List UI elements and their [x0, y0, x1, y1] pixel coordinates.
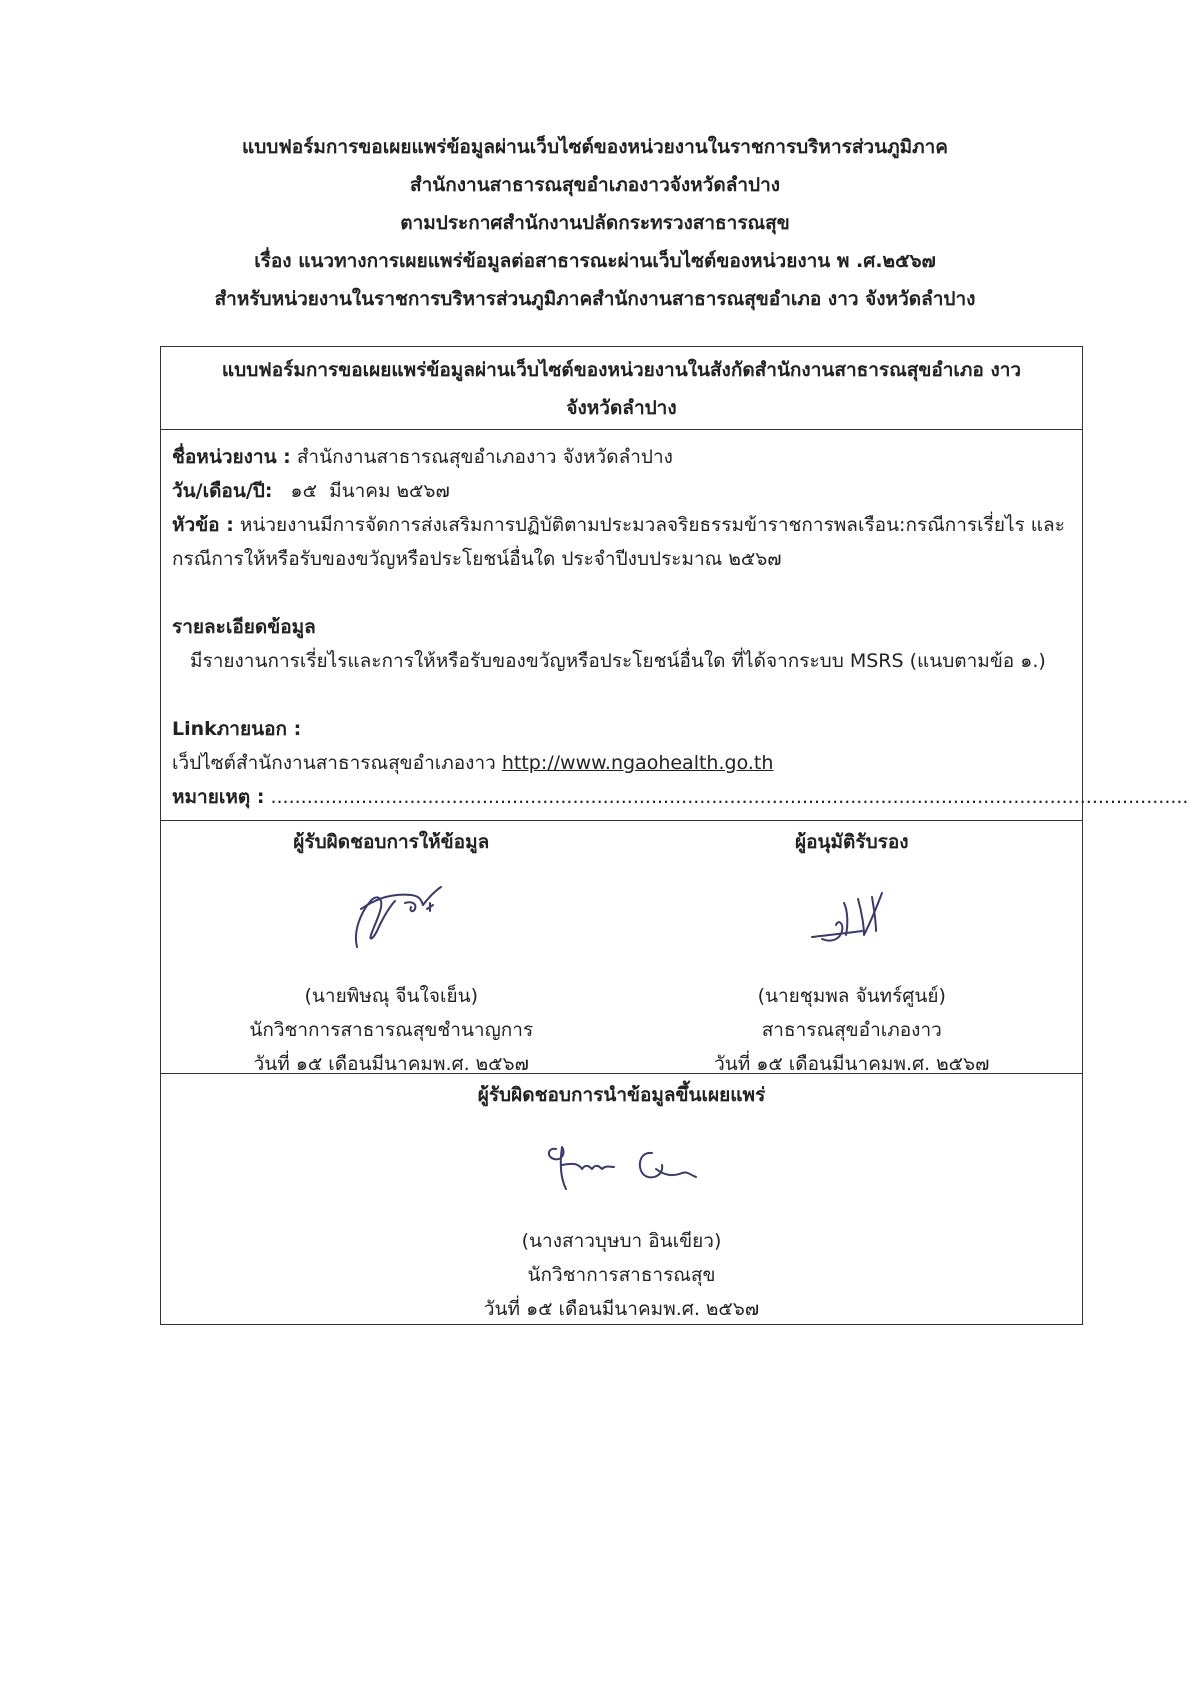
- note-label: หมายเหตุ :: [172, 786, 265, 808]
- detail-value: มีรายงานการเรี่ยไรและการให้หรือรับของขวัญหรือประโยชน์อื่นใด ที่ได้จากระบบ MSRS (แนบตามข้อ ๑.): [190, 650, 1046, 672]
- detail-label: รายละเอียดข้อมูล: [172, 616, 316, 638]
- topic-row: [172, 508, 1072, 576]
- document-header: [0, 128, 1190, 318]
- link-prefix: เว็ปไซต์สำนักงานสาธารณสุขอำเภองาว: [172, 752, 502, 774]
- link-label: Linkภายนอก :: [172, 718, 302, 740]
- agency-label: ชื่อหน่วยงาน :: [172, 446, 291, 468]
- publisher-position: นักวิชาการสาธารณสุข: [527, 1264, 716, 1286]
- approver-signature-image: [622, 859, 1083, 979]
- approver-signer: [622, 821, 1083, 1073]
- header-line-1: แบบฟอร์มการขอเผยแพร่ข้อมูลผ่านเว็บไซต์ของหน่วยงานในราชการบริหารส่วนภูมิภาค: [241, 136, 949, 158]
- date-value: ๑๕ มีนาคม ๒๕๖๗: [272, 480, 450, 502]
- topic-label: หัวข้อ :: [172, 514, 234, 536]
- signature-section: [161, 821, 1082, 1074]
- approver-name: (นายชุมพล จันทร์ศูนย์): [757, 985, 946, 1007]
- approver-position: สาธารณสุขอำเภองาว: [761, 1019, 942, 1041]
- publisher-signature-image: [161, 1112, 1082, 1224]
- agency-value: สำนักงานสาธารณสุขอำเภองาว จังหวัดลำปาง: [290, 446, 673, 468]
- form-title-line-1: แบบฟอร์มการขอเผยแพร่ข้อมูลผ่านเว็บไซต์ของหน่วยงานในสังกัดสำนักงานสาธารณสุขอำเภอ งาว: [221, 359, 1022, 381]
- signer-role: ผู้รับผิดชอบการให้ข้อมูล: [293, 831, 490, 853]
- signature-image: [161, 859, 622, 979]
- form-title-line-2: จังหวัดลำปาง: [566, 397, 677, 419]
- header-line-5: สำหรับหน่วยงานในราชการบริหารส่วนภูมิภาคสำนักงานสาธารณสุขอำเภอ งาว จังหวัดลำปาง: [214, 288, 976, 310]
- topic-value: หน่วยงานมีการจัดการส่งเสริมการปฏิบัติตามประมวลจริยธรรมข้าราชการพลเรือน:กรณีการเรี่ยไร และกรณีการให้หรือรับของขวัญหรือประโยชน์อื่นใด ประจำปีงบประมาณ ๒๕๖๗: [172, 514, 1065, 570]
- note-value: ........................................................................................................................................................: [264, 786, 1189, 808]
- signer-position: นักวิชาการสาธารณสุขชำนาญการ: [249, 1019, 534, 1041]
- date-row: [172, 474, 1072, 508]
- publication-form: [160, 346, 1189, 1325]
- form-title: [161, 347, 1082, 430]
- responsible-signer: [161, 821, 622, 1073]
- header-line-2: สำนักงานสาธารณสุขอำเภองาวจังหวัดลำปาง: [409, 174, 781, 196]
- approver-date: วันที่ ๑๕ เดือนมีนาคมพ.ศ. ๒๕๖๗: [714, 1053, 990, 1075]
- form-info-section: [161, 430, 1189, 821]
- publisher-role: ผู้รับผิดชอบการนำข้อมูลขึ้นเผยแพร่: [477, 1084, 766, 1106]
- signer-date: วันที่ ๑๕ เดือนมีนาคมพ.ศ. ๒๕๖๗: [253, 1053, 529, 1075]
- header-line-4: เรื่อง แนวทางการเผยแพร่ข้อมูลต่อสาธารณะผ่านเว็บไซต์ของหน่วยงาน พ .ศ.๒๕๖๗: [254, 250, 936, 272]
- publisher-date: วันที่ ๑๕ เดือนมีนาคมพ.ศ. ๒๕๖๗: [483, 1298, 760, 1320]
- signer-name: (นายพิษณุ จีนใจเย็น): [304, 985, 478, 1007]
- link-row: [172, 746, 1072, 780]
- publisher-section: [161, 1074, 1082, 1324]
- date-label: วัน/เดือน/ปี:: [172, 480, 273, 502]
- header-line-3: ตามประกาศสำนักงานปลัดกระทรวงสาธารณสุข: [400, 212, 790, 234]
- note-row: [172, 780, 1189, 814]
- agency-row: [172, 440, 1072, 474]
- publisher-name: (นางสาวบุษบา อินเขียว): [521, 1230, 722, 1252]
- approver-role: ผู้อนุมัติรับรอง: [794, 831, 909, 853]
- website-link[interactable]: http://www.ngaohealth.go.th: [501, 752, 774, 774]
